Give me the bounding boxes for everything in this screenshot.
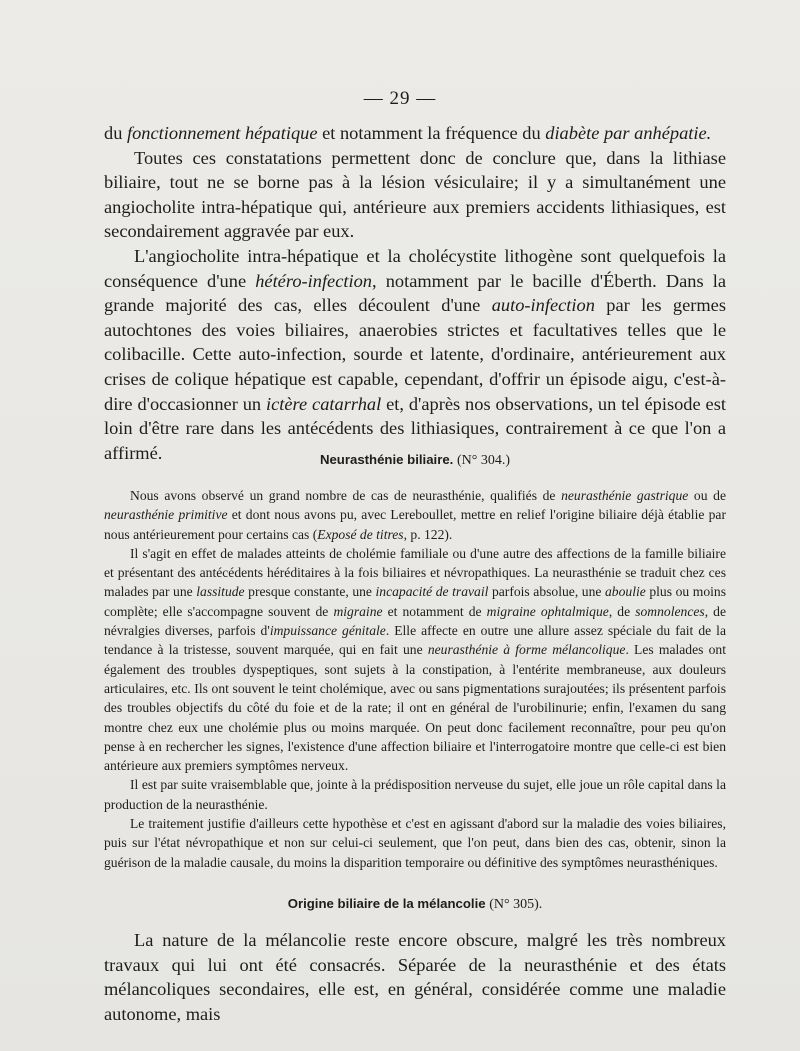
paragraph: Toutes ces constatations permettent donc de conclure que, dans la lithiase biliaire, tout ne se borne pas à la lésion vésiculaire; il y a simultanément une angiocholite intra-hépatique qui, antérieure aux premiers accidents lithiasiques, est secondairement aggravée par eux. xyxy=(104,147,726,242)
paragraph xyxy=(104,486,726,544)
text-run: par les germes autochtones des voies biliaires, anaerobies strictes et facultatives telles que le colibacille. Cette auto-infection, sourde et latente, d'ordinaire, antérieurement aux crises de colique hépatique est capable, cependant, d'offrir un épisode aigu, c'est-à-dire d'occasionner un xyxy=(104,295,727,414)
heading-title: Neurasthénie biliaire. xyxy=(319,452,454,467)
paragraph: Le traitement justifie d'ailleurs cette hypothèse et c'est en agissant d'abord sur la maladie des voies biliaires, puis sur l'état névropathique et non sur celui-ci seulement, que l'on peut, dans bien des cas, obtenir, sinon la guérison de la maladie causale, du moins la disparition temporaire ou définitive des symptômes neurasthéniques. xyxy=(104,816,726,870)
italic-term: impuissance génitale xyxy=(269,623,386,639)
text-run: et notamment la fréquence du xyxy=(317,123,546,143)
italic-term: neurasthénie à forme mélancolique xyxy=(427,642,626,658)
italic-term: ictère catarrhal xyxy=(265,393,382,414)
italic-term: neurasthénie primitive xyxy=(104,507,228,523)
text-run: , p. 122). xyxy=(403,526,453,542)
heading-number: (N° 305). xyxy=(489,897,543,912)
paragraph: La nature de la mélancolie reste encore obscure, malgré les très nombreux travaux qui lui ont été consacrés. Séparée de la neurasthénie et des états mélancoliques secondaires, elle est, en général, considérée comme une maladie autonome, mais xyxy=(104,930,726,1024)
italic-term: fonctionnement hépatique xyxy=(127,123,318,143)
page-number: — 29 — xyxy=(363,88,437,109)
text-run: plus ou moins complète; elle s'accompagne souvent de xyxy=(104,584,726,619)
italic-term: hétéro-infection xyxy=(255,270,372,291)
text-run: presque constante, une xyxy=(244,584,376,600)
text-run: parfois absolue, une xyxy=(488,584,605,600)
text-run: Nous avons observé un grand nombre de cas de neurasthénie, qualifiés de xyxy=(130,488,562,503)
section-heading xyxy=(104,452,726,469)
text-run: . Les malades ont également des troubles dyspeptiques, sont sujets à la constipation, à l'entérite membraneuse, aux douleurs articulaires, etc. Ils ont souvent le teint cholémique, avec ou sans pigmentations surajoutées; ils présentent parfois des troubles objectifs du côté du foie et de la rate; il ont en général de l'urobilinurie; enfin, l'examen du sang montre chez eux une cholémie plus ou moins marquée. On peut donc facilement reconnaître, pour peu qu'on pense à en rechercher les signes, l'existence d'une affection biliaire et l'interrogatoire montre que celle-ci est bien antérieure aux premiers symptômes nerveux. xyxy=(104,642,726,774)
text-run: du xyxy=(104,123,127,143)
italic-term: migraine xyxy=(333,603,383,619)
text-run: ou de xyxy=(688,488,726,503)
text-run: L'angiocholite intra-hépatique et la cholécystite lithogène sont quelquefois la conséquence d'une xyxy=(104,245,726,291)
italic-term: lassitude xyxy=(196,584,245,600)
text-run: et, d'après nos observations, un tel épisode est loin d'être rare dans les antécédents des lithiasiques, contrairement à ce que l'on a affirmé. xyxy=(104,393,726,463)
body-text-small xyxy=(104,486,726,872)
text-run: et dont nous avons pu, avec Lereboullet, mettre en relief l'origine biliaire déjà établie par nous antérieurement pour certains cas ( xyxy=(104,507,726,542)
text-run: , de névralgies diverses, parfois d' xyxy=(104,603,726,639)
heading-title: Origine biliaire de la mélancolie xyxy=(287,896,486,911)
heading-number: (N° 304.) xyxy=(457,453,511,468)
text-run: , notamment par le bacille d'Éberth. Dans la grande majorité des cas, elles découlent d'une xyxy=(104,270,726,316)
italic-term: neurasthénie gastrique xyxy=(561,488,689,503)
paragraph xyxy=(104,544,726,776)
italic-term: incapacité de travail xyxy=(375,584,489,600)
text-run: . Elle affecte en outre une allure assez spéciale du fait de la tendance à la tristesse, souvent marquée, qui en fait une xyxy=(104,623,726,658)
body-text-bottom xyxy=(104,928,726,1026)
section-heading xyxy=(104,896,726,913)
text-run: Il s'agit en effet de malades atteints de cholémie familiale ou d'une autre des affections de la famille biliaire et présentant des antécédents héréditaires à la fois biliaires et névropathiques. La neurasthénie se traduit chez ces malades par une xyxy=(104,545,726,600)
italic-term: auto-infection xyxy=(491,295,595,316)
italic-term: migraine ophtalmique xyxy=(486,603,609,619)
text-run: , de xyxy=(608,603,636,619)
italic-term: Exposé de titres xyxy=(317,526,404,542)
italic-term: somnolences xyxy=(635,603,705,619)
paragraph xyxy=(104,244,726,465)
italic-term: diabète par anhépatie. xyxy=(545,123,712,143)
paragraph xyxy=(104,121,726,146)
italic-term: aboulie xyxy=(605,584,646,600)
text-run: et notamment de xyxy=(382,603,487,619)
body-text-top xyxy=(104,121,726,465)
paragraph: Il est par suite vraisemblable que, jointe à la prédisposition nerveuse du sujet, elle joue un rôle capital dans la production de la neurasthénie. xyxy=(104,777,726,812)
